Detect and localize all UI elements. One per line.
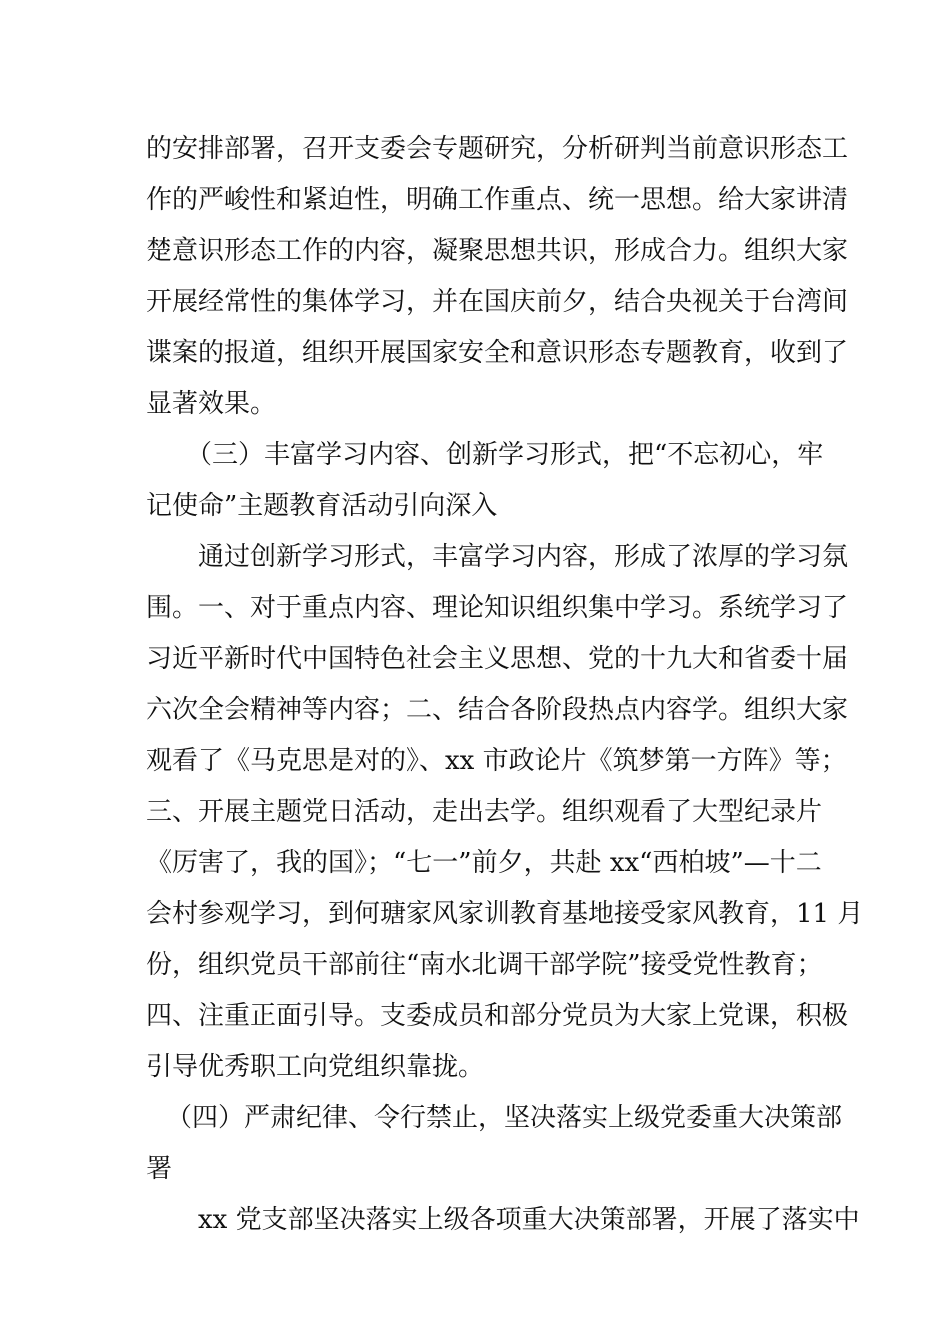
paragraph-line: 开展经常性的集体学习，并在国庆前夕，结合央视关于台湾间 <box>146 287 849 317</box>
paragraph-line: 显著效果。 <box>146 389 277 419</box>
paragraph-line: 引导优秀职工向党组织靠拢。 <box>146 1052 485 1082</box>
section-heading-3-cont: 记使命”主题教育活动引向深入 <box>146 491 498 521</box>
paragraph-line: xx 党支部坚决落实上级各项重大决策部署，开展了落实中 <box>198 1205 860 1235</box>
section-heading-3: （三）丰富学习内容、创新学习形式，把“不忘初心，牢 <box>186 440 824 470</box>
section-heading-4-cont: 署 <box>146 1154 173 1184</box>
paragraph-line: 观看了《马克思是对的》、xx 市政论片《筑梦第一方阵》等； <box>146 746 847 776</box>
paragraph-line: 围。一、对于重点内容、理论知识组织集中学习。系统学习了 <box>146 593 849 623</box>
paragraph-line: 的安排部署，召开支委会专题研究，分析研判当前意识形态工 <box>146 134 849 164</box>
section-heading-4: （四）严肃纪律、令行禁止，坚决落实上级党委重大决策部 <box>166 1103 843 1133</box>
paragraph-line: 四、注重正面引导。支委成员和部分党员为大家上党课，积极 <box>146 1001 849 1031</box>
paragraph-line: 习近平新时代中国特色社会主义思想、党的十九大和省委十届 <box>146 644 849 674</box>
paragraph-line: 会村参观学习，到何瑭家风家训教育基地接受家风教育，11 月 <box>146 899 864 929</box>
paragraph-line: 份，组织党员干部前往“南水北调干部学院”接受党性教育； <box>146 950 823 980</box>
paragraph-line: 通过创新学习形式，丰富学习内容，形成了浓厚的学习氛 <box>198 542 849 572</box>
paragraph-line: 谍案的报道，组织开展国家安全和意识形态专题教育，收到了 <box>146 338 849 368</box>
paragraph-line: 《厉害了，我的国》；“七一”前夕，共赴 xx“西柏坡”—十二 <box>146 848 822 878</box>
paragraph-line: 六次全会精神等内容；二、结合各阶段热点内容学。组织大家 <box>146 695 849 725</box>
paragraph-line: 三、开展主题党日活动，走出去学。组织观看了大型纪录片 <box>146 797 823 827</box>
paragraph-line: 楚意识形态工作的内容，凝聚思想共识，形成合力。组织大家 <box>146 236 849 266</box>
paragraph-line: 作的严峻性和紧迫性，明确工作重点、统一思想。给大家讲清 <box>146 185 849 215</box>
